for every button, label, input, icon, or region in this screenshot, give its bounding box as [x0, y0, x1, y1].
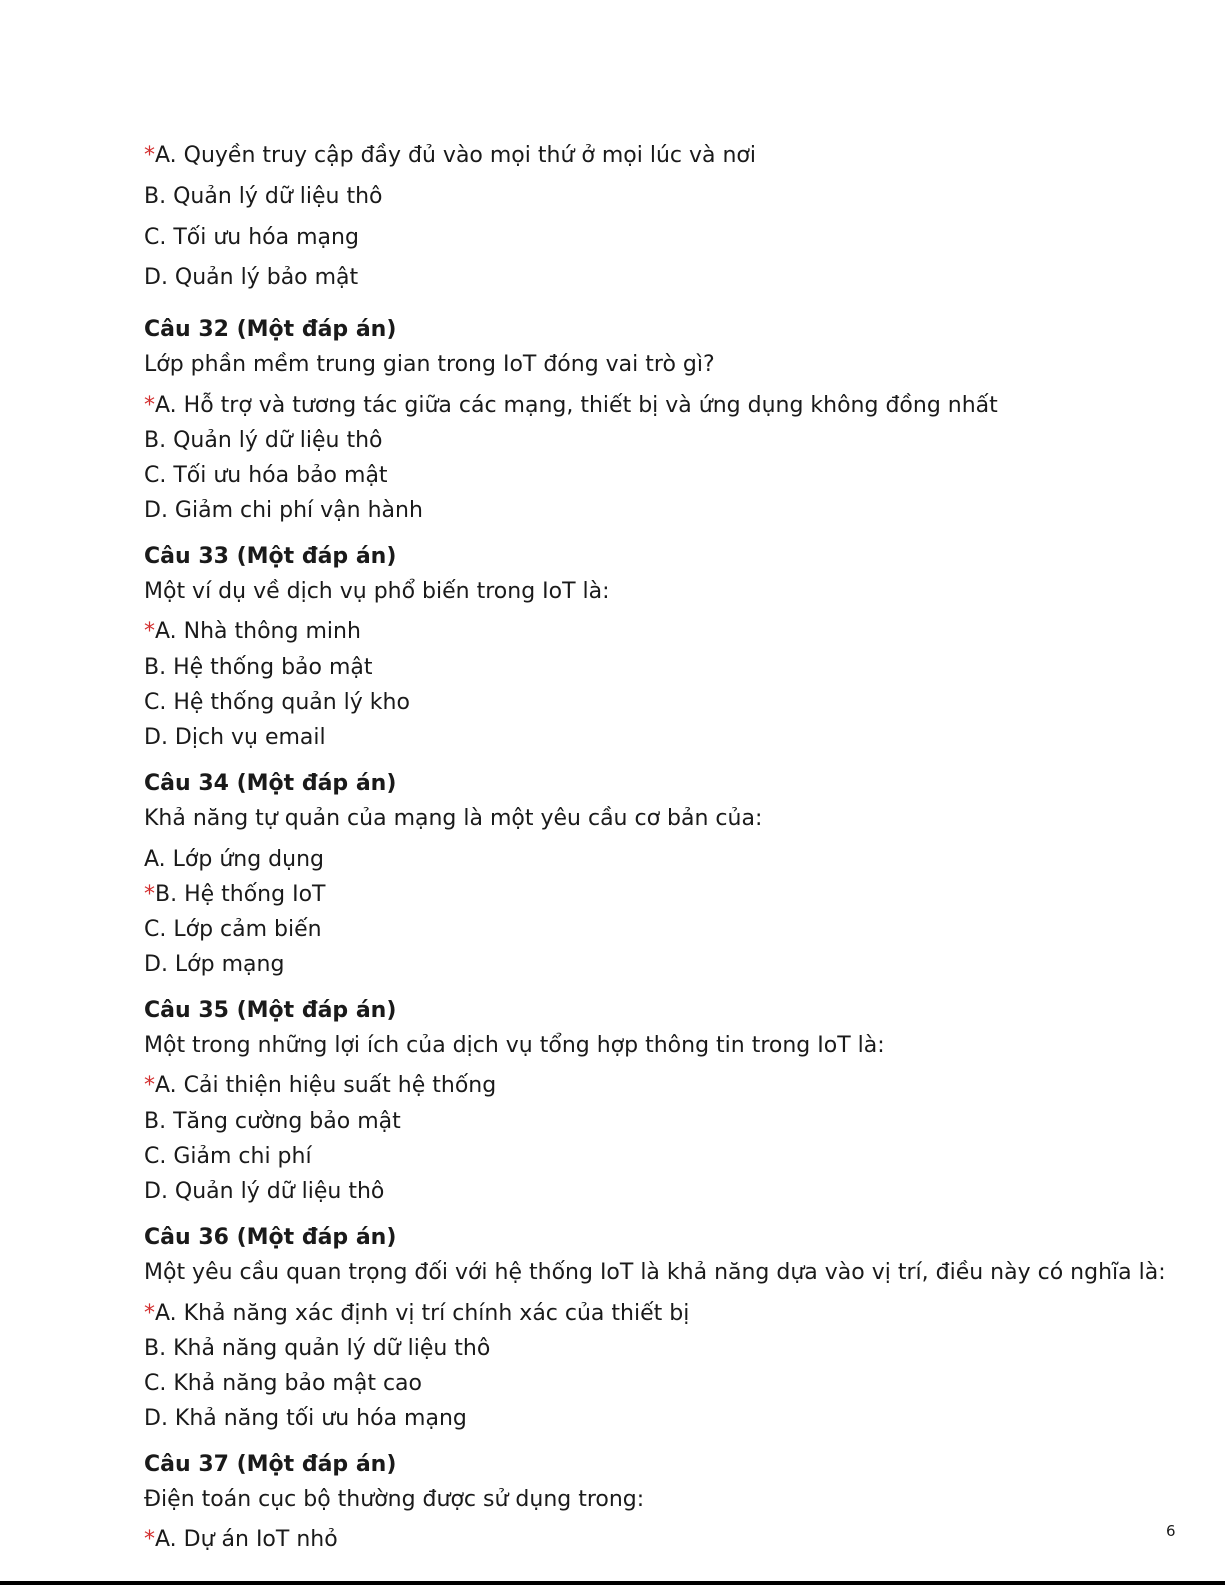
answer-option	[144, 916, 322, 944]
answer-option	[144, 1108, 401, 1136]
line-text: C. Hệ thống quản lý kho	[144, 690, 410, 715]
line-text: D. Dịch vụ email	[144, 725, 326, 750]
line-text: A. Cải thiện hiệu suất hệ thống	[155, 1073, 497, 1098]
correct-answer-marker: *	[144, 1301, 155, 1326]
line-text: Điện toán cục bộ thường được sử dụng trong:	[144, 1487, 645, 1512]
line-text: Khả năng tự quản của mạng là một yêu cầu cơ bản của:	[144, 806, 763, 831]
line-text: Câu 33 (Một đáp án)	[144, 544, 397, 569]
line-text: Lớp phần mềm trung gian trong IoT đóng vai trò gì?	[144, 352, 715, 377]
answer-option-correct	[144, 142, 756, 170]
question-text	[144, 351, 715, 379]
line-text: A. Lớp ứng dụng	[144, 847, 324, 872]
answer-option	[144, 724, 326, 752]
correct-answer-marker: *	[144, 393, 155, 418]
page-bottom-edge	[0, 1581, 1225, 1585]
answer-option	[144, 1143, 312, 1171]
answer-option-correct	[144, 618, 361, 646]
answer-option	[144, 183, 383, 211]
question-text	[144, 578, 610, 606]
line-text: C. Tối ưu hóa bảo mật	[144, 463, 388, 488]
line-text: C. Lớp cảm biến	[144, 917, 322, 942]
line-text: A. Quyền truy cập đầy đủ vào mọi thứ ở mọi lúc và nơi	[155, 143, 756, 168]
line-text: C. Giảm chi phí	[144, 1144, 312, 1169]
line-text: C. Tối ưu hóa mạng	[144, 225, 359, 250]
line-text: Một trong những lợi ích của dịch vụ tổng hợp thông tin trong IoT là:	[144, 1033, 885, 1058]
line-text: B. Hệ thống IoT	[155, 882, 326, 907]
line-text: C. Khả năng bảo mật cao	[144, 1371, 422, 1396]
answer-option-correct	[144, 392, 998, 420]
line-text: B. Khả năng quản lý dữ liệu thô	[144, 1336, 491, 1361]
answer-option-correct	[144, 881, 325, 909]
answer-option	[144, 1405, 467, 1433]
answer-option	[144, 951, 284, 979]
line-text: B. Quản lý dữ liệu thô	[144, 428, 383, 453]
page-number: 6	[1166, 1522, 1176, 1540]
question-text	[144, 1486, 644, 1514]
answer-option-correct	[144, 1526, 338, 1554]
correct-answer-marker: *	[144, 1527, 155, 1552]
question-heading	[144, 997, 396, 1025]
correct-answer-marker: *	[144, 882, 155, 907]
line-text: Một ví dụ về dịch vụ phổ biến trong IoT là:	[144, 579, 610, 604]
answer-option-correct	[144, 1072, 496, 1100]
answer-option	[144, 497, 423, 525]
line-text: Câu 35 (Một đáp án)	[144, 998, 397, 1023]
line-text: Một yêu cầu quan trọng đối với hệ thống IoT là khả năng dựa vào vị trí, điều này có nghĩa là:	[144, 1260, 1166, 1285]
line-text: D. Lớp mạng	[144, 952, 285, 977]
correct-answer-marker: *	[144, 143, 155, 168]
line-text: A. Hỗ trợ và tương tác giữa các mạng, thiết bị và ứng dụng không đồng nhất	[155, 393, 998, 418]
correct-answer-marker: *	[144, 619, 155, 644]
line-text: D. Quản lý dữ liệu thô	[144, 1179, 385, 1204]
question-heading	[144, 316, 396, 344]
answer-option	[144, 224, 359, 252]
answer-option	[144, 427, 383, 455]
line-text: A. Nhà thông minh	[155, 619, 361, 644]
answer-option	[144, 846, 324, 874]
question-heading	[144, 770, 396, 798]
answer-option	[144, 689, 410, 717]
answer-option	[144, 1370, 422, 1398]
correct-answer-marker: *	[144, 1073, 155, 1098]
answer-option	[144, 1178, 384, 1206]
line-text: D. Giảm chi phí vận hành	[144, 498, 423, 523]
question-heading	[144, 1451, 396, 1479]
answer-option-correct	[144, 1300, 689, 1328]
line-text: D. Khả năng tối ưu hóa mạng	[144, 1406, 467, 1431]
line-text: Câu 32 (Một đáp án)	[144, 317, 397, 342]
question-text	[144, 805, 762, 833]
line-text: Câu 37 (Một đáp án)	[144, 1452, 397, 1477]
answer-option	[144, 654, 373, 682]
question-heading	[144, 1224, 396, 1252]
line-text: Câu 36 (Một đáp án)	[144, 1225, 397, 1250]
question-heading	[144, 543, 396, 571]
line-text: A. Khả năng xác định vị trí chính xác của thiết bị	[155, 1301, 690, 1326]
line-text: D. Quản lý bảo mật	[144, 265, 359, 290]
answer-option	[144, 264, 358, 292]
line-text: A. Dự án IoT nhỏ	[155, 1527, 338, 1552]
question-text	[144, 1259, 1166, 1287]
question-text	[144, 1032, 885, 1060]
line-text: Câu 34 (Một đáp án)	[144, 771, 397, 796]
line-text: B. Hệ thống bảo mật	[144, 655, 373, 680]
answer-option	[144, 462, 388, 490]
line-text: B. Quản lý dữ liệu thô	[144, 184, 383, 209]
answer-option	[144, 1335, 490, 1363]
line-text: B. Tăng cường bảo mật	[144, 1109, 401, 1134]
